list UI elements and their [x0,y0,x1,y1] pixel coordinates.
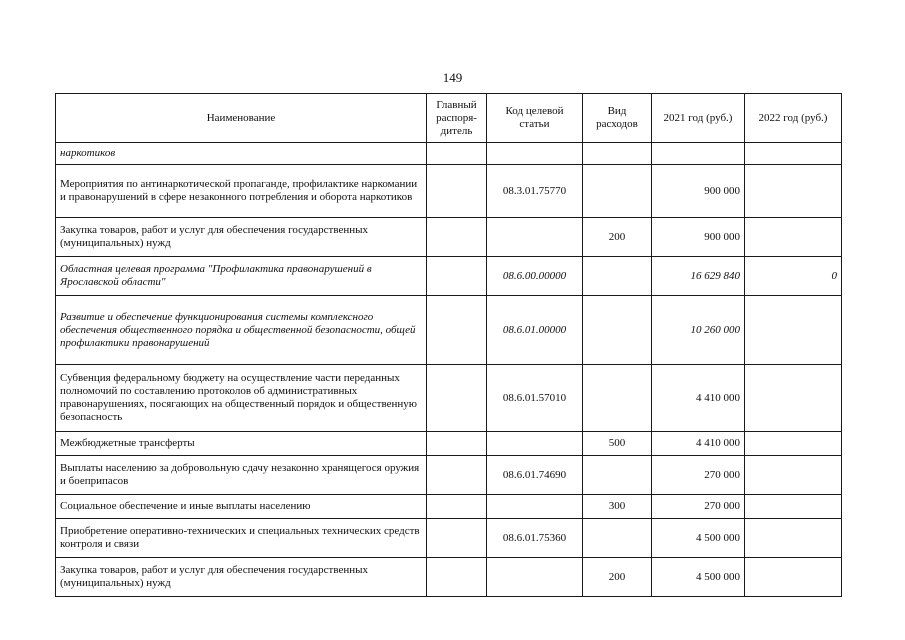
row-2021: 10 260 000 [652,296,745,365]
row-admin [427,365,487,432]
row-type [583,519,652,558]
row-2022 [745,165,842,218]
row-type [583,165,652,218]
row-2022: 0 [745,257,842,296]
col-header-2021: 2021 год (руб.) [652,94,745,143]
row-code [487,143,583,165]
row-2022 [745,519,842,558]
row-2021: 16 629 840 [652,257,745,296]
row-name: Приобретение оперативно-технических и специальных технических средств контроля и связи [56,519,427,558]
row-code: 08.6.01.57010 [487,365,583,432]
row-type [583,257,652,296]
row-2021: 270 000 [652,456,745,495]
row-name: Развитие и обеспечение функционирования системы комплексного обеспечения общественного порядка и общественной безопасности, общей профилактики правонарушений [56,296,427,365]
row-code: 08.6.01.75360 [487,519,583,558]
row-name: наркотиков [56,143,427,165]
table-row [56,432,842,456]
row-2021: 4 410 000 [652,432,745,456]
row-name: Межбюджетные трансферты [56,432,427,456]
table-row [56,495,842,519]
row-admin [427,558,487,597]
row-admin [427,519,487,558]
row-admin [427,296,487,365]
row-2022 [745,495,842,519]
row-name: Субвенция федеральному бюджету на осуществление части переданных полномочий по составлению протоколов об административных правонарушениях, посягающих на общественный порядок и общественную безопасность [56,365,427,432]
row-type [583,143,652,165]
table-header-row [56,94,842,143]
row-code: 08.6.00.00000 [487,257,583,296]
row-2021: 4 500 000 [652,519,745,558]
row-type: 200 [583,558,652,597]
table-row [56,456,842,495]
col-header-admin: Главный распоря-дитель [427,94,487,143]
row-2021: 900 000 [652,165,745,218]
row-2021: 4 500 000 [652,558,745,597]
row-admin [427,495,487,519]
page-number: 149 [442,70,463,85]
row-type [583,296,652,365]
row-2022 [745,432,842,456]
table-row [56,519,842,558]
row-code: 08.6.01.74690 [487,456,583,495]
row-2022 [745,296,842,365]
row-2021: 4 410 000 [652,365,745,432]
row-2021: 900 000 [652,218,745,257]
row-name: Закупка товаров, работ и услуг для обеспечения государственных (муниципальных) нужд [56,218,427,257]
table-row [56,296,842,365]
row-2021 [652,143,745,165]
col-header-2022: 2022 год (руб.) [745,94,842,143]
row-name: Мероприятия по антинаркотической пропаганде, профилактике наркомании и правонарушений в сфере незаконного потребления и оборота наркотиков [56,165,427,218]
row-type [583,365,652,432]
row-admin [427,432,487,456]
table-row [56,218,842,257]
col-header-code: Код целевой статьи [487,94,583,143]
row-code: 08.3.01.75770 [487,165,583,218]
row-code [487,495,583,519]
row-type: 200 [583,218,652,257]
row-name: Выплаты населению за добровольную сдачу незаконно хранящегося оружия и боеприпасов [56,456,427,495]
row-code [487,558,583,597]
row-name: Закупка товаров, работ и услуг для обеспечения государственных (муниципальных) нужд [56,558,427,597]
row-admin [427,143,487,165]
row-code [487,432,583,456]
row-2022 [745,218,842,257]
row-2021: 270 000 [652,495,745,519]
row-2022 [745,456,842,495]
table-row [56,558,842,597]
row-name: Социальное обеспечение и иные выплаты населению [56,495,427,519]
row-admin [427,257,487,296]
budget-table [55,93,842,597]
row-2022 [745,558,842,597]
row-admin [427,165,487,218]
row-2022 [745,143,842,165]
row-type: 500 [583,432,652,456]
col-header-name: Наименование [56,94,427,143]
row-name: Областная целевая программа "Профилактика правонарушений в Ярославской области" [56,257,427,296]
table-row [56,257,842,296]
row-type [583,456,652,495]
col-header-type: Вид расходов [583,94,652,143]
table-row [56,143,842,165]
row-code: 08.6.01.00000 [487,296,583,365]
row-admin [427,218,487,257]
row-2022 [745,365,842,432]
row-code [487,218,583,257]
table-row [56,365,842,432]
row-admin [427,456,487,495]
row-type: 300 [583,495,652,519]
table-row [56,165,842,218]
